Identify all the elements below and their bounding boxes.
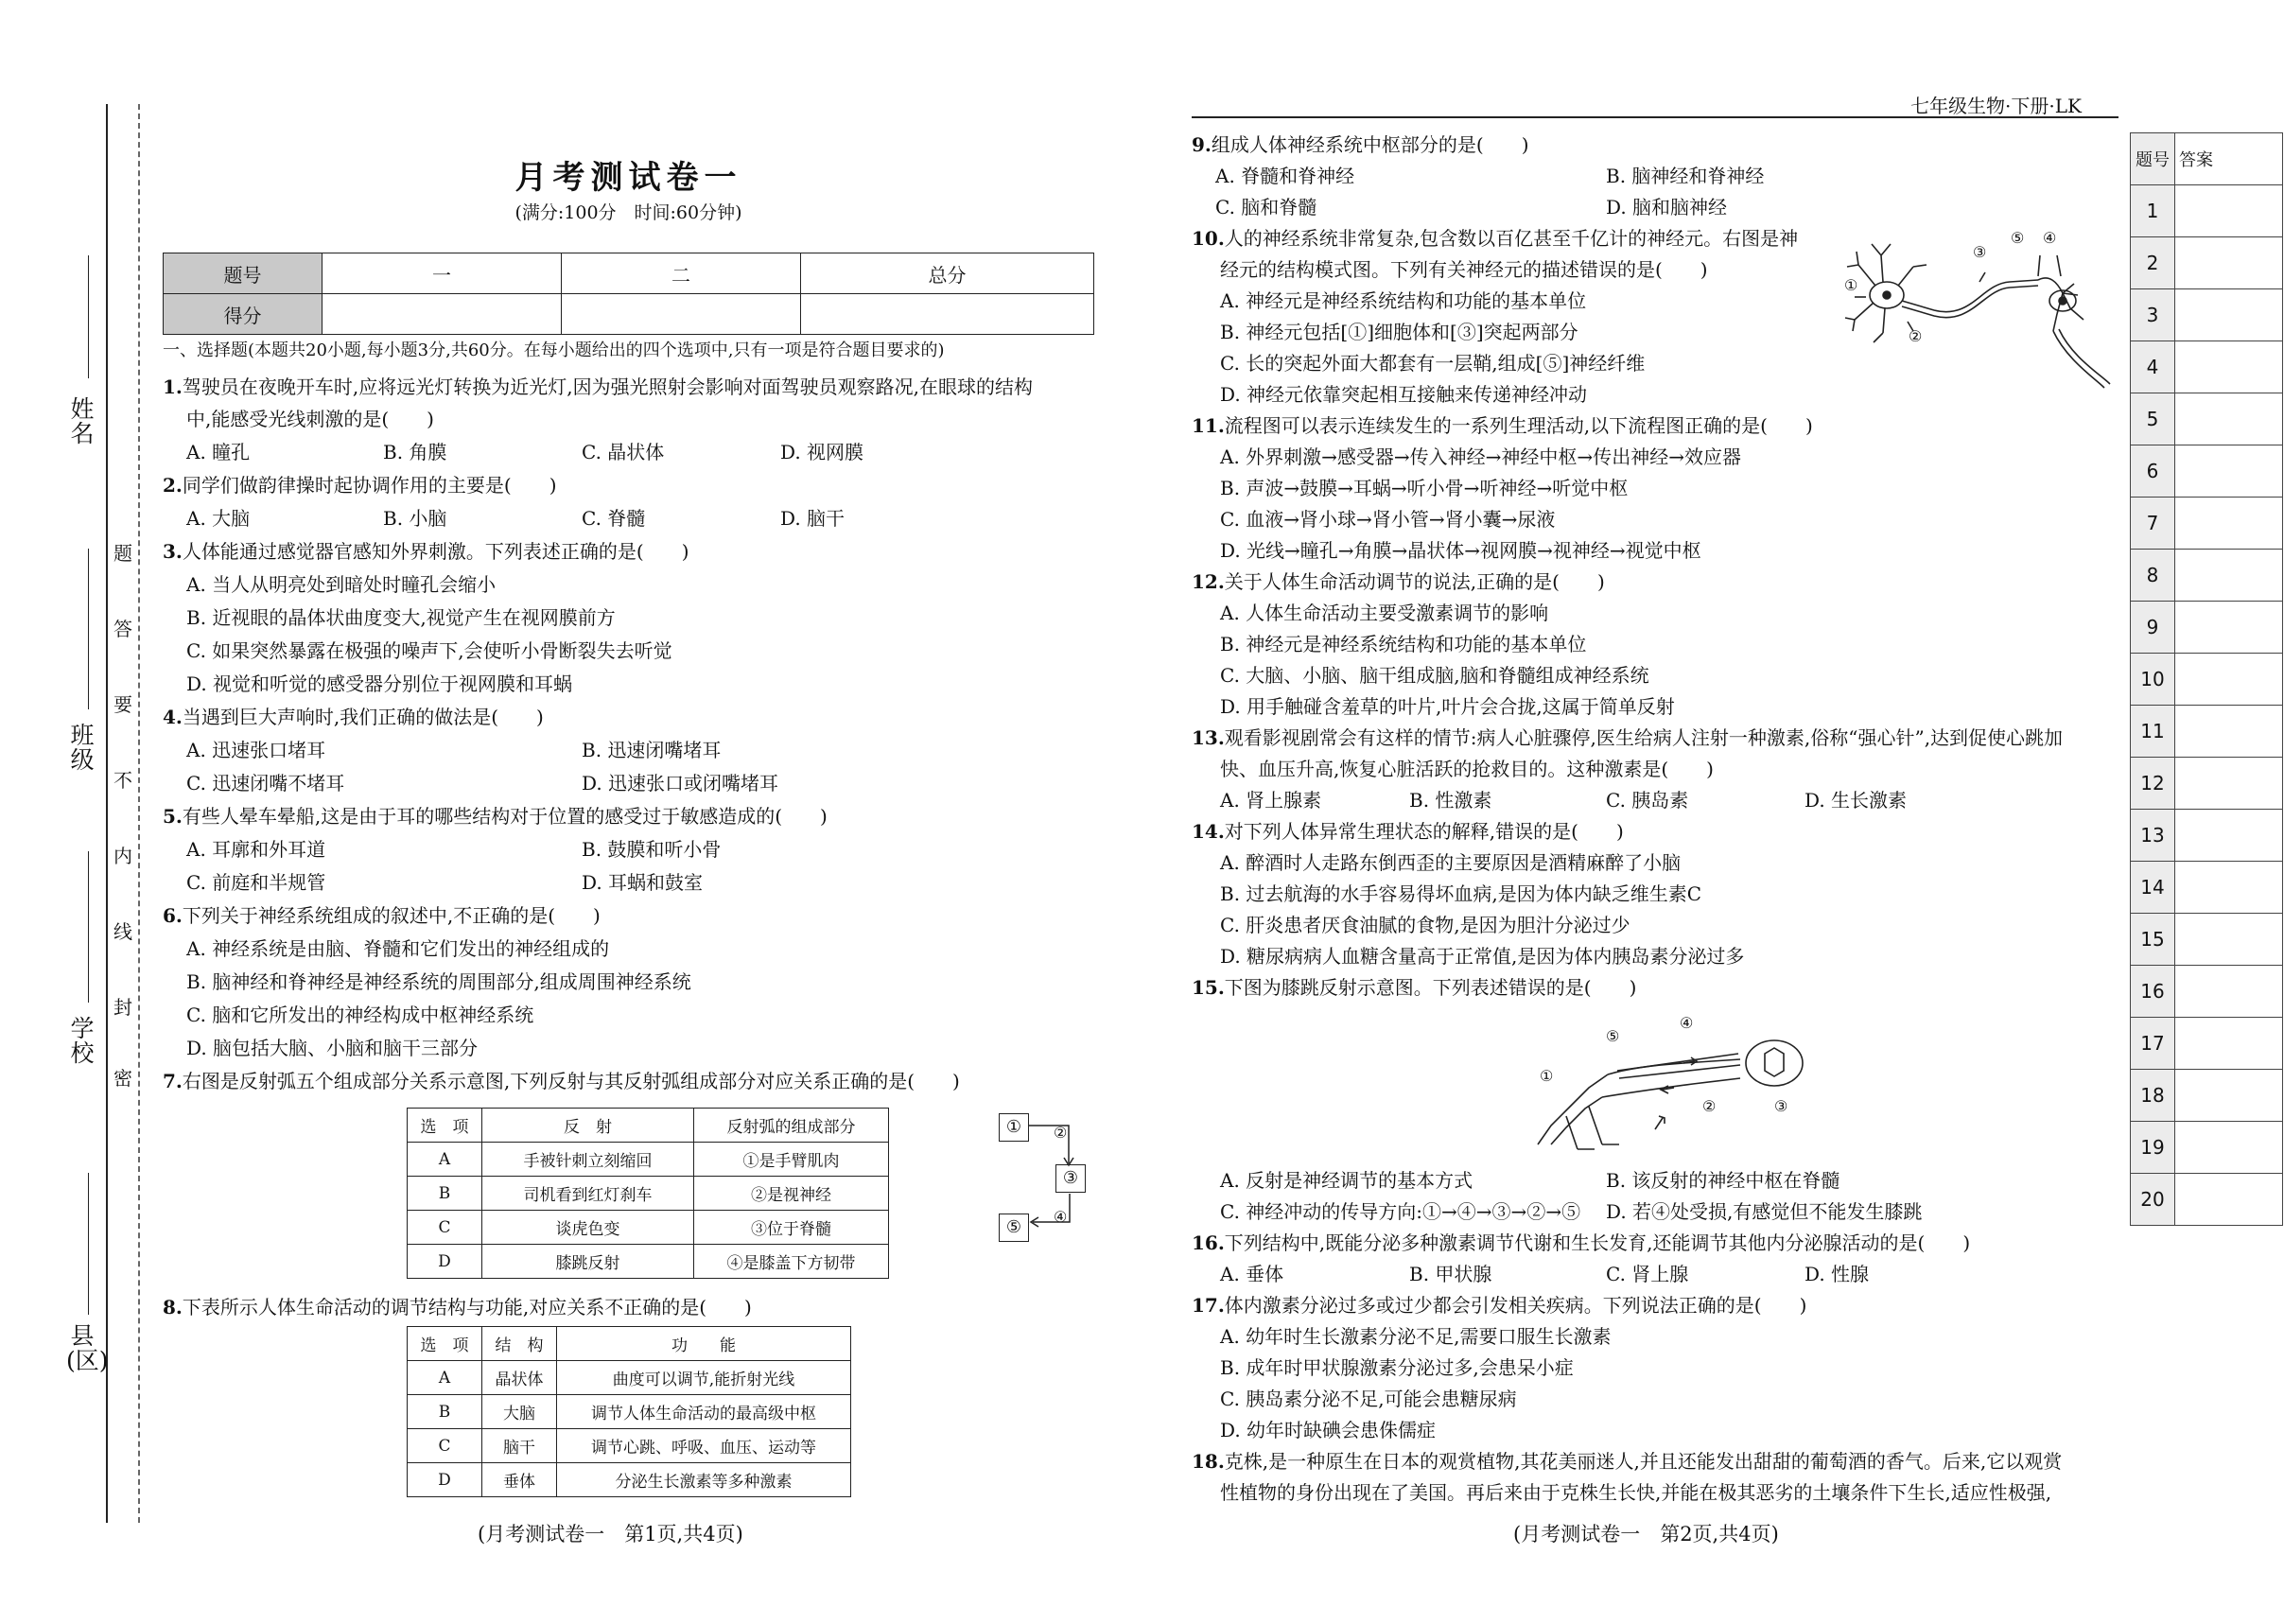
option-d[interactable]: D. 性腺 <box>1805 1263 1870 1285</box>
question-12: 12.关于人体生命活动调节的说法,正确的是( ) <box>1192 570 1605 593</box>
option-b[interactable]: B. 脑神经和脊神经 <box>1606 165 1765 187</box>
seal-char: 密 <box>113 1067 132 1090</box>
table-row: C 谈虎色变 ③位于脊髓 <box>408 1211 889 1245</box>
answer-cell[interactable] <box>2175 237 2283 289</box>
answer-cell[interactable] <box>2175 862 2283 914</box>
option-c[interactable]: C. 前庭和半规管 <box>186 871 326 894</box>
question-2: 2.同学们做韵律操时起协调作用的主要是( ) <box>163 474 557 497</box>
subject-header: 七年级生物·下册·LK <box>1910 95 2082 117</box>
option-c[interactable]: C. 肝炎患者厌食油腻的食物,是因为胆汁分泌过少 <box>1220 914 1630 936</box>
question-14: 14.对下列人体异常生理状态的解释,错误的是( ) <box>1192 820 1624 843</box>
answer-row: 18 <box>2131 1070 2283 1122</box>
answer-row: 13 <box>2131 810 2283 862</box>
table-header: 功 能 <box>557 1327 851 1361</box>
answer-cell[interactable] <box>2175 393 2283 445</box>
option-a[interactable]: A. 大脑 <box>186 507 251 530</box>
option-d[interactable]: D. 生长激素 <box>1805 789 1908 812</box>
question-18: 18.克株,是一种原生在日本的观赏植物,其花美丽迷人,并且还能发出甜甜的葡萄酒的香气。后来,它以观赏 <box>1192 1450 2063 1473</box>
question-13-cont: 快、血压升高,恢复心脏活跃的抢救目的。这种激素是( ) <box>1220 758 1714 780</box>
knee-label-4: ④ <box>1680 1014 1694 1032</box>
answer-cell[interactable] <box>2175 706 2283 758</box>
option-c[interactable]: C. 大脑、小脑、脑干组成脑,脑和脊髓组成神经系统 <box>1220 664 1649 687</box>
question-10: 10.人的神经系统非常复杂,包含数以百亿甚至千亿计的神经元。右图是神 <box>1192 227 1799 250</box>
option-b[interactable]: B. 甲状腺 <box>1409 1263 1492 1285</box>
option-a[interactable]: A. 垂体 <box>1220 1263 1284 1285</box>
option-b[interactable]: B. 该反射的神经中枢在脊髓 <box>1606 1169 1840 1192</box>
score-label-cell: 得分 <box>164 294 323 335</box>
question-16: 16.下列结构中,既能分泌多种激素调节代谢和生长发育,还能调节其他内分泌腺活动的是( ) <box>1192 1231 1971 1254</box>
answer-cell[interactable] <box>2175 914 2283 966</box>
option-b[interactable]: B. 脑神经和脊神经是神经系统的周围部分,组成周围神经系统 <box>186 970 691 993</box>
q8-table <box>407 1326 851 1497</box>
question-15: 15.下图为膝跳反射示意图。下列表述错误的是( ) <box>1192 976 1637 999</box>
knee-label-3: ③ <box>1774 1097 1788 1115</box>
answer-table <box>2130 132 2283 1226</box>
answer-row: 2 <box>2131 237 2283 289</box>
option-b[interactable]: B. 小脑 <box>383 507 447 530</box>
answer-cell[interactable] <box>2175 445 2283 498</box>
answer-cell[interactable] <box>2175 550 2283 602</box>
option-c[interactable]: C. 胰岛素 <box>1606 789 1689 812</box>
option-b[interactable]: B. 声波→鼓膜→耳蜗→听小骨→听神经→听觉中枢 <box>1220 477 1629 499</box>
option-a[interactable]: A. 反射是神经调节的基本方式 <box>1220 1169 1473 1192</box>
answer-row: 12 <box>2131 758 2283 810</box>
answer-row: 1 <box>2131 185 2283 237</box>
answer-cell[interactable] <box>2175 1018 2283 1070</box>
answer-row: 14 <box>2131 862 2283 914</box>
question-1-cont: 中,能感受光线刺激的是( ) <box>186 408 434 430</box>
answer-row: 5 <box>2131 393 2283 445</box>
option-c[interactable]: C. 如果突然暴露在极强的噪声下,会使听小骨断裂失去听觉 <box>186 639 672 662</box>
option-a[interactable]: A. 神经系统是由脑、脊髓和它们发出的神经组成的 <box>186 937 610 960</box>
option-c[interactable]: C. 迅速闭嘴不堵耳 <box>186 772 345 795</box>
table-header: 反 射 <box>482 1109 694 1143</box>
knee-reflex-illustration <box>1532 1012 1816 1154</box>
answer-cell[interactable] <box>2175 602 2283 654</box>
answer-cell[interactable] <box>2175 758 2283 810</box>
answer-cell[interactable] <box>2175 289 2283 341</box>
option-d[interactable]: D. 脑包括大脑、小脑和脑干三部分 <box>186 1037 479 1059</box>
option-d[interactable]: D. 耳蜗和鼓室 <box>582 871 704 894</box>
answer-cell[interactable] <box>2175 966 2283 1018</box>
diagram-box-3: ③ <box>1055 1164 1086 1193</box>
option-d[interactable]: D. 脑干 <box>780 507 846 530</box>
option-c[interactable]: C. 肾上腺 <box>1606 1263 1689 1285</box>
answer-row: 7 <box>2131 498 2283 550</box>
answer-row: 20 <box>2131 1174 2283 1226</box>
score-header-cell: 总分 <box>801 253 1094 294</box>
question-9: 9.组成人体神经系统中枢部分的是( ) <box>1192 133 1529 156</box>
option-b[interactable]: B. 性激素 <box>1409 789 1492 812</box>
answer-cell[interactable] <box>2175 1174 2283 1226</box>
question-5: 5.有些人晕车晕船,这是由于耳的哪些结构对于位置的感受过于敏感造成的( ) <box>163 805 828 828</box>
option-a[interactable]: A. 瞳孔 <box>186 441 251 463</box>
option-d[interactable]: D. 视觉和听觉的感受器分别位于视网膜和耳蜗 <box>186 672 573 695</box>
table-header: 选 项 <box>408 1327 482 1361</box>
answer-row: 9 <box>2131 602 2283 654</box>
option-d[interactable]: D. 脑和脑神经 <box>1606 196 1728 218</box>
answer-cell[interactable] <box>2175 810 2283 862</box>
q7-table <box>407 1108 889 1279</box>
class-field[interactable] <box>88 549 89 709</box>
answer-cell[interactable] <box>2175 341 2283 393</box>
seal-char: 不 <box>113 769 132 792</box>
question-11: 11.流程图可以表示连续发生的一系列生理活动,以下流程图正确的是( ) <box>1192 414 1813 437</box>
option-d[interactable]: D. 光线→瞳孔→角膜→晶状体→视网膜→视神经→视觉中枢 <box>1220 539 1701 562</box>
option-d[interactable]: D. 视网膜 <box>780 441 864 463</box>
score-input-cell[interactable] <box>323 294 562 335</box>
option-d[interactable]: D. 若④处受损,有感觉但不能发生膝跳 <box>1606 1200 1923 1223</box>
score-table <box>163 253 1094 335</box>
option-b[interactable]: B. 近视眼的晶体状曲度变大,视觉产生在视网膜前方 <box>186 606 616 629</box>
option-a[interactable]: A. 神经元是神经系统结构和功能的基本单位 <box>1220 289 1587 312</box>
option-a[interactable]: A. 人体生命活动主要受激素调节的影响 <box>1220 602 1549 624</box>
option-b[interactable]: B. 成年时甲状腺激素分泌过多,会患呆小症 <box>1220 1356 1574 1379</box>
section-heading: 一、选择题(本题共20小题,每小题3分,共60分。在每小题给出的四个选项中,只有一项是符合题目要求的) <box>163 341 945 360</box>
option-b[interactable]: B. 过去航海的水手容易得坏血病,是因为体内缺乏维生素C <box>1220 882 1702 905</box>
answer-cell[interactable] <box>2175 498 2283 550</box>
neuron-label-3: ③ <box>1973 243 1987 261</box>
question-10-cont: 经元的结构模式图。下列有关神经元的描述错误的是( ) <box>1220 258 1708 281</box>
option-b[interactable]: B. 鼓膜和听小骨 <box>582 838 722 861</box>
score-header-cell: 题号 <box>164 253 323 294</box>
school-field[interactable] <box>88 851 89 1003</box>
option-a[interactable]: A. 脊髓和脊神经 <box>1215 165 1355 187</box>
option-d[interactable]: D. 神经元依靠突起相互接触来传递神经冲动 <box>1220 383 1588 406</box>
question-13: 13.观看影视剧常会有这样的情节:病人心脏骤停,医生给病人注射一种激素,俗称“强心针”,达到促使心跳加 <box>1192 726 2064 749</box>
table-header: 选 项 <box>408 1109 482 1143</box>
answer-cell[interactable] <box>2175 185 2283 237</box>
page1-footer: (月考测试卷一 第1页,共4页) <box>478 1523 743 1545</box>
seal-char: 答 <box>113 618 132 640</box>
county-label: 县(区) <box>66 1322 109 1375</box>
answer-cell[interactable] <box>2175 654 2283 706</box>
option-c[interactable]: C. 脊髓 <box>582 507 646 530</box>
option-b[interactable]: B. 神经元是神经系统结构和功能的基本单位 <box>1220 633 1587 655</box>
binding-line <box>106 104 108 1523</box>
table-row: B 司机看到红灯刹车 ②是视神经 <box>408 1177 889 1211</box>
option-c[interactable]: C. 神经冲动的传导方向:①→④→③→②→⑤ <box>1220 1200 1581 1223</box>
option-a[interactable]: A. 耳廓和外耳道 <box>186 838 326 861</box>
table-row: A 晶状体 曲度可以调节,能折射光线 <box>408 1361 851 1395</box>
name-label: 姓名 <box>70 395 95 448</box>
option-c[interactable]: C. 长的突起外面大都套有一层鞘,组成[⑤]神经纤维 <box>1220 352 1646 375</box>
seal-char: 要 <box>113 693 132 716</box>
county-field[interactable] <box>88 1173 89 1315</box>
diagram-box-1: ① <box>999 1113 1029 1142</box>
table-row: D 垂体 分泌生长激素等多种激素 <box>408 1463 851 1497</box>
diagram-arrows <box>993 1107 1097 1230</box>
option-a[interactable]: A. 醉酒时人走路东倒西歪的主要原因是酒精麻醉了小脑 <box>1220 851 1682 874</box>
option-a[interactable]: A. 肾上腺素 <box>1220 789 1322 812</box>
answer-row: 10 <box>2131 654 2283 706</box>
answer-row: 3 <box>2131 289 2283 341</box>
neuron-label-4: ④ <box>2043 229 2057 247</box>
seal-char: 线 <box>113 920 132 943</box>
question-4: 4.当遇到巨大声响时,我们正确的做法是( ) <box>163 706 544 728</box>
question-6: 6.下列关于神经系统组成的叙述中,不正确的是( ) <box>163 904 601 927</box>
answer-row: 15 <box>2131 914 2283 966</box>
question-1: 1.驾驶员在夜晚开车时,应将远光灯转换为近光灯,因为强光照射会影响对面驾驶员观察路况,在眼球的结构 <box>163 375 1033 398</box>
answer-row: 16 <box>2131 966 2283 1018</box>
option-d[interactable]: D. 糖尿病病人血糖含量高于正常值,是因为体内胰岛素分泌过多 <box>1220 945 1745 968</box>
option-c[interactable]: C. 晶状体 <box>582 441 665 463</box>
table-header: 结 构 <box>482 1327 557 1361</box>
answer-row: 11 <box>2131 706 2283 758</box>
answer-cell[interactable] <box>2175 1122 2283 1174</box>
neuron-label-5: ⑤ <box>2011 229 2025 247</box>
answer-row: 17 <box>2131 1018 2283 1070</box>
neuron-label-1: ① <box>1844 276 1858 294</box>
option-b[interactable]: B. 迅速闭嘴堵耳 <box>582 739 722 761</box>
option-b[interactable]: B. 神经元包括[①]细胞体和[③]突起两部分 <box>1220 321 1578 343</box>
seal-dashed-line <box>138 104 140 1523</box>
question-18-cont: 性植物的身份出现在了美国。再后来由于克株生长快,并能在极其恶劣的土壤条件下生长,适应性极强, <box>1220 1481 2052 1504</box>
diagram-label-2: ② <box>1054 1124 1068 1142</box>
school-label: 学校 <box>70 1015 95 1068</box>
option-d[interactable]: D. 迅速张口或闭嘴堵耳 <box>582 772 779 795</box>
score-input-cell[interactable] <box>801 294 1094 335</box>
answer-header-number: 题号 <box>2131 133 2175 185</box>
page2-footer: (月考测试卷一 第2页,共4页) <box>1513 1523 1779 1545</box>
option-c[interactable]: C. 血液→肾小球→肾小管→肾小囊→尿液 <box>1220 508 1556 531</box>
neuron-label-2: ② <box>1909 327 1923 345</box>
answer-header-answer: 答案 <box>2175 133 2283 185</box>
table-row: D 膝跳反射 ④是膝盖下方韧带 <box>408 1245 889 1279</box>
table-row: A 手被针刺立刻缩回 ①是手臂肌肉 <box>408 1143 889 1177</box>
exam-subtitle: (满分:100分 时间:60分钟) <box>514 202 742 223</box>
table-row: B 大脑 调节人体生命活动的最高级中枢 <box>408 1395 851 1429</box>
option-a[interactable]: A. 幼年时生长激素分泌不足,需要口服生长激素 <box>1220 1325 1612 1348</box>
option-c[interactable]: C. 脑和脊髓 <box>1215 196 1317 218</box>
option-a[interactable]: A. 当人从明亮处到暗处时瞳孔会缩小 <box>186 573 497 596</box>
table-header: 反射弧的组成部分 <box>694 1109 889 1143</box>
seal-char: 封 <box>113 996 132 1019</box>
option-a[interactable]: A. 迅速张口堵耳 <box>186 739 326 761</box>
score-header-cell: 一 <box>323 253 562 294</box>
score-header-cell: 二 <box>562 253 801 294</box>
answer-cell[interactable] <box>2175 1070 2283 1122</box>
diagram-box-5: ⑤ <box>999 1214 1029 1242</box>
diagram-label-4: ④ <box>1054 1208 1068 1226</box>
question-3: 3.人体能通过感觉器官感知外界刺激。下列表述正确的是( ) <box>163 540 689 563</box>
question-7: 7.右图是反射弧五个组成部分关系示意图,下列反射与其反射弧组成部分对应关系正确的是( ) <box>163 1070 960 1092</box>
header-rule <box>1192 116 2118 118</box>
table-row: C 脑干 调节心跳、呼吸、血压、运动等 <box>408 1429 851 1463</box>
exam-title: 月考测试卷一 <box>514 159 742 197</box>
knee-label-1: ① <box>1540 1067 1554 1085</box>
seal-char: 题 <box>113 542 132 565</box>
option-d[interactable]: D. 用手触碰含羞草的叶片,叶片会合拢,这属于简单反射 <box>1220 695 1675 718</box>
class-label: 班级 <box>70 722 95 775</box>
option-c[interactable]: C. 脑和它所发出的神经构成中枢神经系统 <box>186 1004 534 1026</box>
seal-char: 内 <box>113 845 132 867</box>
option-a[interactable]: A. 外界刺激→感受器→传入神经→神经中枢→传出神经→效应器 <box>1220 445 1741 468</box>
answer-row: 19 <box>2131 1122 2283 1174</box>
name-field[interactable] <box>88 255 89 378</box>
knee-label-5: ⑤ <box>1606 1027 1620 1045</box>
answer-row: 8 <box>2131 550 2283 602</box>
score-input-cell[interactable] <box>562 294 801 335</box>
question-8: 8.下表所示人体生命活动的调节结构与功能,对应关系不正确的是( ) <box>163 1296 752 1318</box>
answer-row: 6 <box>2131 445 2283 498</box>
question-17: 17.体内激素分泌过多或过少都会引发相关疾病。下列说法正确的是( ) <box>1192 1294 1807 1317</box>
option-d[interactable]: D. 幼年时缺碘会患侏儒症 <box>1220 1419 1437 1441</box>
knee-label-2: ② <box>1702 1097 1717 1115</box>
option-c[interactable]: C. 胰岛素分泌不足,可能会患糖尿病 <box>1220 1388 1517 1410</box>
answer-row: 4 <box>2131 341 2283 393</box>
option-b[interactable]: B. 角膜 <box>383 441 447 463</box>
